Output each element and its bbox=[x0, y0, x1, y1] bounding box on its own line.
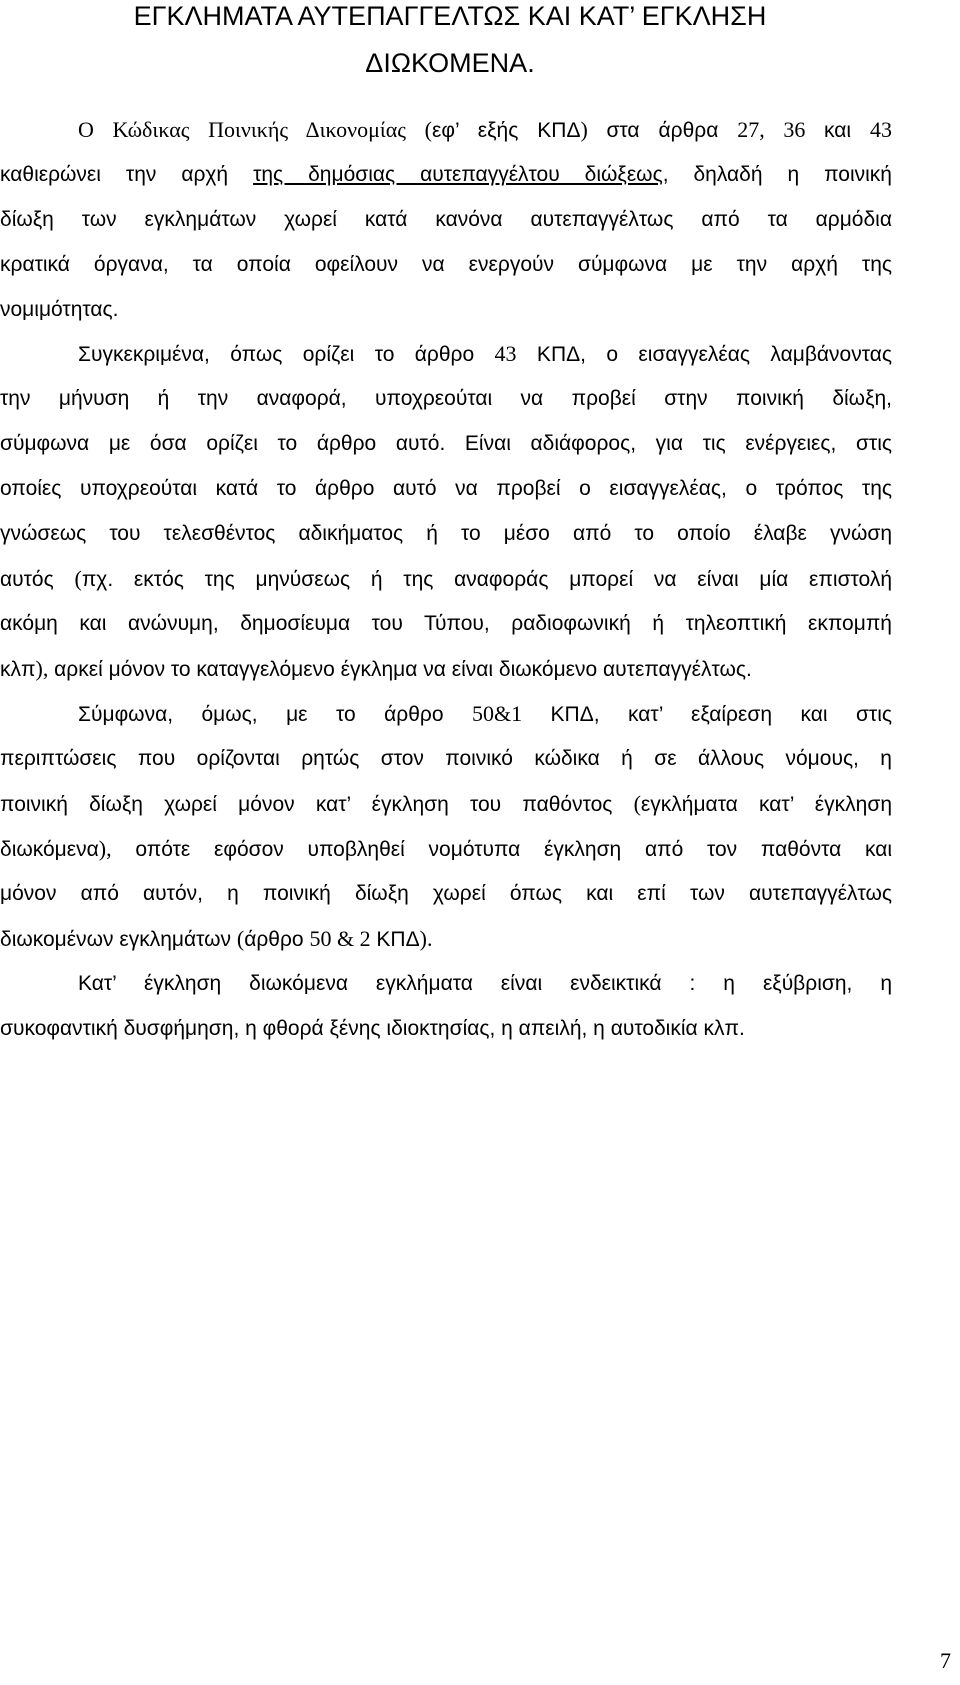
paragraph-3-line-1: Σύμφωνα, όμως, με το άρθρο 50&1 ΚΠΔ, κατ’ εξαίρεση και στις bbox=[78, 701, 892, 726]
paragraph-3-line-2: περιπτώσεις που ορίζονται ρητώς στον ποινικό κώδικα ή σε άλλους νόμους, η bbox=[0, 747, 892, 770]
paragraph-3-line-5: μόνον από αυτόν, η ποινική δίωξη χωρεί όπως και επί των αυτεπαγγέλτως bbox=[0, 882, 892, 905]
paragraph-2-line-1: Συγκεκριμένα, όπως ορίζει το άρθρο 43 ΚΠΔ, ο εισαγγελέας λαμβάνοντας bbox=[78, 341, 892, 366]
title-line-1: ΕΓΚΛΗΜΑΤΑ ΑΥΤΕΠΑΓΓΕΛΤΩΣ ΚΑΙ ΚΑΤ’ ΕΓΚΛΗΣΗ bbox=[133, 1, 767, 31]
paragraph-2-line-5: γνώσεως του τελεσθέντος αδικήματος ή το μέσο από το οποίο έλαβε γνώση bbox=[0, 522, 892, 545]
paragraph-3-line-6: διωκομένων εγκλημάτων (άρθρο 50 & 2 ΚΠΔ). bbox=[0, 926, 433, 951]
paragraph-2-line-8: κλπ), αρκεί μόνον το καταγγελόμενο έγκλημα να είναι διωκόμενο αυτεπαγγέλτως. bbox=[0, 656, 752, 681]
paragraph-4-line-2: συκοφαντική δυσφήμηση, η φθορά ξένης ιδιοκτησίας, η απειλή, η αυτοδικία κλπ. bbox=[0, 1017, 745, 1040]
title-line-2: ΔΙΩΚΟΜΕΝΑ. bbox=[365, 48, 535, 78]
paragraph-1-line-2: καθιερώνει την αρχή της δημόσιας αυτεπαγγέλτου διώξεως, δηλαδή η ποινική bbox=[0, 163, 892, 186]
paragraph-1-line-4: κρατικά όργανα, τα οποία οφείλουν να ενεργούν σύμφωνα με την αρχή της bbox=[0, 253, 892, 276]
paragraph-2-line-6: αυτός (πχ. εκτός της μηνύσεως ή της αναφοράς μπορεί να είναι μία επιστολή bbox=[0, 566, 892, 591]
paragraph-3-line-3: ποινική δίωξη χωρεί μόνον κατ’ έγκληση του παθόντος (εγκλήματα κατ’ έγκληση bbox=[0, 791, 892, 816]
paragraph-1-line-5: νομιμότητας. bbox=[0, 298, 119, 321]
paragraph-4-line-1: Κατ’ έγκληση διωκόμενα εγκλήματα είναι ενδεικτικά : η εξύβριση, η bbox=[78, 972, 892, 995]
paragraph-2-line-2: την μήνυση ή την αναφορά, υποχρεούται να προβεί στην ποινική δίωξη, bbox=[0, 387, 892, 410]
paragraph-1-line-3: δίωξη των εγκλημάτων χωρεί κατά κανόνα αυτεπαγγέλτως από τα αρμόδια bbox=[0, 208, 892, 231]
paragraph-1-line-1: Ο Κώδικας Ποινικής Δικονομίας (εφ’ εξής ΚΠΔ) στα άρθρα 27, 36 και 43 bbox=[78, 117, 893, 142]
underlined-phrase: της δημόσιας αυτεπαγγέλτου διώξεως bbox=[253, 163, 663, 186]
paragraph-2-line-3: σύμφωνα με όσα ορίζει το άρθρο αυτό. Είναι αδιάφορος, για τις ενέργειες, στις bbox=[0, 432, 892, 455]
paragraph-3-line-4: διωκόμενα), οπότε εφόσον υποβληθεί νομότυπα έγκληση από τον παθόντα και bbox=[0, 836, 892, 861]
paragraph-2-line-4: οποίες υποχρεούται κατά το άρθρο αυτό να προβεί ο εισαγγελέας, ο τρόπος της bbox=[0, 477, 892, 500]
page-number: 7 bbox=[940, 1648, 951, 1673]
paragraph-2-line-7: ακόμη και ανώνυμη, δημοσίευμα του Τύπου, ραδιοφωνική ή τηλεοπτική εκπομπή bbox=[0, 612, 892, 635]
